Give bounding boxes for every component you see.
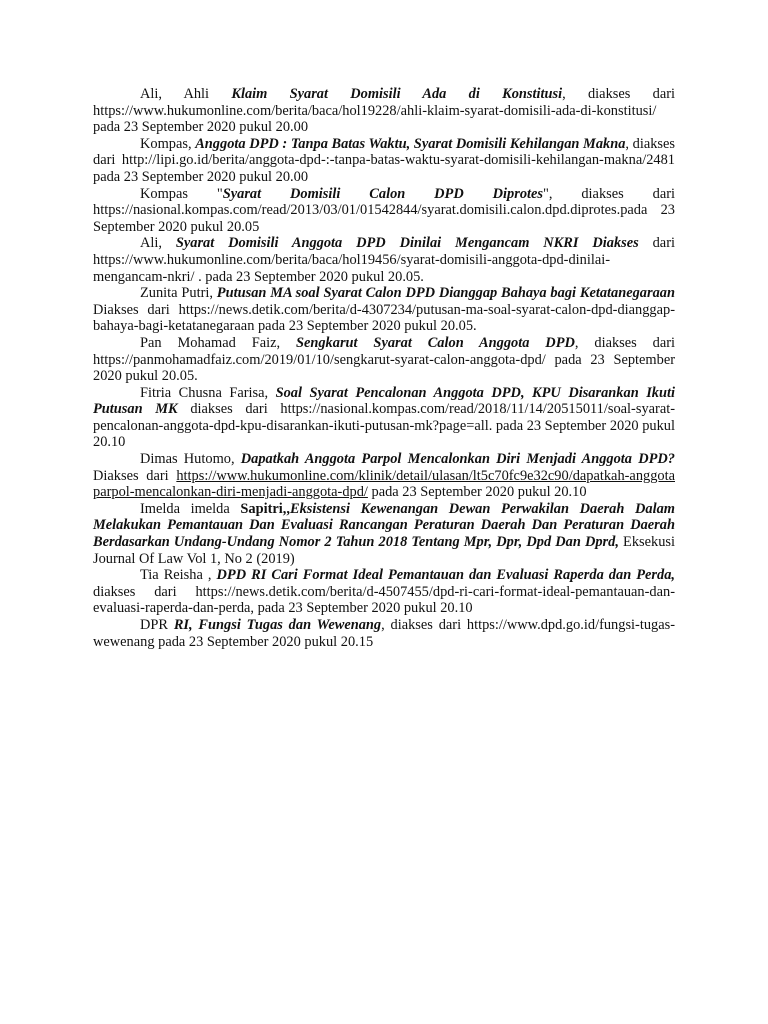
reference-entry	[93, 285, 675, 335]
reference-source: , diakses dari https://www.hukumonline.com/berita/baca/hol19228/ahli-klaim-syarat-domisili-ada-di-konstitusi/ pada 23 September 2020 pukul 20.00	[93, 86, 675, 136]
reference-author: Dimas Hutomo,	[140, 451, 241, 468]
reference-author: Ali,	[140, 235, 176, 252]
reference-entry	[93, 501, 675, 567]
reference-entry	[93, 617, 675, 650]
reference-author: Kompas "	[140, 185, 223, 202]
reference-entry	[93, 385, 675, 451]
reference-author-bold: Sapitri,,	[240, 500, 290, 517]
reference-author: Fitria Chusna Farisa,	[140, 384, 276, 401]
reference-author: DPR	[140, 617, 174, 633]
reference-author: Pan Mohamad Faiz,	[140, 334, 296, 351]
reference-title: Soal Syarat Pencalonan Anggota DPD, KPU Disarankan Ikuti Putusan MK	[93, 384, 675, 418]
reference-source: Eksekusi Journal Of Law Vol 1, No 2 (2019)	[93, 534, 676, 567]
reference-source: dari https://www.hukumonline.com/berita/baca/hol19456/syarat-domisili-anggota-dpd-dinilai-mengancam-nkri/ . pada 23 September 2020 pukul 20.05.	[93, 235, 675, 285]
reference-entry	[93, 186, 675, 236]
reference-author: Ali, Ahli	[140, 86, 232, 102]
reference-title: Klaim Syarat Domisili Ada di Konstitusi	[231, 86, 563, 102]
reference-entry	[93, 335, 675, 385]
reference-title: Putusan MA soal Syarat Calon DPD Dianggap Bahaya bagi Ketatanegaraan	[216, 285, 675, 302]
reference-source: Diakses dari	[93, 467, 177, 484]
reference-source: , diakses dari https://www.dpd.go.id/fungsi-tugas-wewenang pada 23 September 2020 pukul 20.15	[93, 617, 676, 650]
reference-title: Dapatkah Anggota Parpol Mencalonkan Diri Menjadi Anggota DPD?	[240, 451, 675, 468]
reference-list	[93, 86, 675, 650]
reference-source: Diakses dari https://news.detik.com/berita/d-4307234/putusan-ma-soal-syarat-calon-dpd-dianggap-bahaya-bagi-ketatanegaraan pada 23 September 2020 pukul 20.05.	[93, 301, 675, 335]
reference-author: Kompas,	[140, 135, 196, 152]
reference-source: ", diakses dari https://nasional.kompas.com/read/2013/03/01/01542844/syarat.domisili.calon.dpd.diprotes.pada 23 September 2020 pukul 20.05	[93, 185, 675, 235]
reference-title: RI, Fungsi Tugas dan Wewenang	[173, 617, 382, 633]
reference-source: diakses dari https://news.detik.com/berita/d-4507455/dpd-ri-cari-format-ideal-pemantauan-dan-evaluasi-raperda-dan-perda, pada 23 September 2020 pukul 20.10	[93, 583, 675, 617]
reference-title: Syarat Domisili Anggota DPD Dinilai Mengancam NKRI Diakses	[175, 235, 639, 252]
reference-link[interactable]: https://www.hukumonline.com/klinik/detail/ulasan/lt5c70fc9e32c90/dapatkah-anggota parpol-mencalonkan-diri-menjadi-anggota-dpd/	[93, 467, 675, 501]
reference-title: Anggota DPD : Tanpa Batas Waktu, Syarat Domisili Kehilangan Makna	[195, 135, 626, 152]
reference-entry	[93, 136, 675, 186]
reference-source: diakses dari https://nasional.kompas.com/read/2018/11/14/20515011/soal-syarat-pencalonan-anggota-dpd-kpu-disarankan-ikuti-putusan-mk?page=all. pada 23 September 2020 pukul 20.10	[93, 401, 675, 451]
reference-entry	[93, 86, 675, 136]
reference-entry	[93, 235, 675, 285]
reference-author: Tia Reisha ,	[140, 567, 217, 584]
reference-access-date: pada 23 September 2020 pukul 20.10	[367, 484, 587, 501]
reference-source: , diakses dari http://lipi.go.id/berita/anggota-dpd-:-tanpa-batas-waktu-syarat-domisili-kehilangan-makna/2481 pada 23 September 2020 pukul 20.00	[93, 135, 675, 185]
reference-title: DPD RI Cari Format Ideal Pemantauan dan Evaluasi Raperda dan Perda,	[216, 567, 675, 584]
reference-title: Sengkarut Syarat Calon Anggota DPD	[295, 334, 575, 351]
reference-source: , diakses dari https://panmohamadfaiz.com/2019/01/10/sengkarut-syarat-calon-anggota-dpd/ pada 23 September 2020 pukul 20.05.	[93, 334, 675, 385]
reference-author: Zunita Putri,	[140, 285, 217, 302]
reference-author: Imelda imelda	[140, 500, 241, 517]
reference-entry	[93, 567, 675, 617]
reference-entry	[93, 451, 675, 501]
reference-title: Eksistensi Kewenangan Dewan Perwakilan Daerah Dalam Melakukan Pemantauan Dan Evaluasi Rancangan Peraturan Daerah Dan Peraturan Daerah Berdasarkan Undang-Undang Nomor 2 Tahun 2018 Tentang Mpr, Dpr, Dpd Dan Dprd,	[93, 500, 675, 551]
reference-title: Syarat Domisili Calon DPD Diprotes	[222, 185, 543, 202]
